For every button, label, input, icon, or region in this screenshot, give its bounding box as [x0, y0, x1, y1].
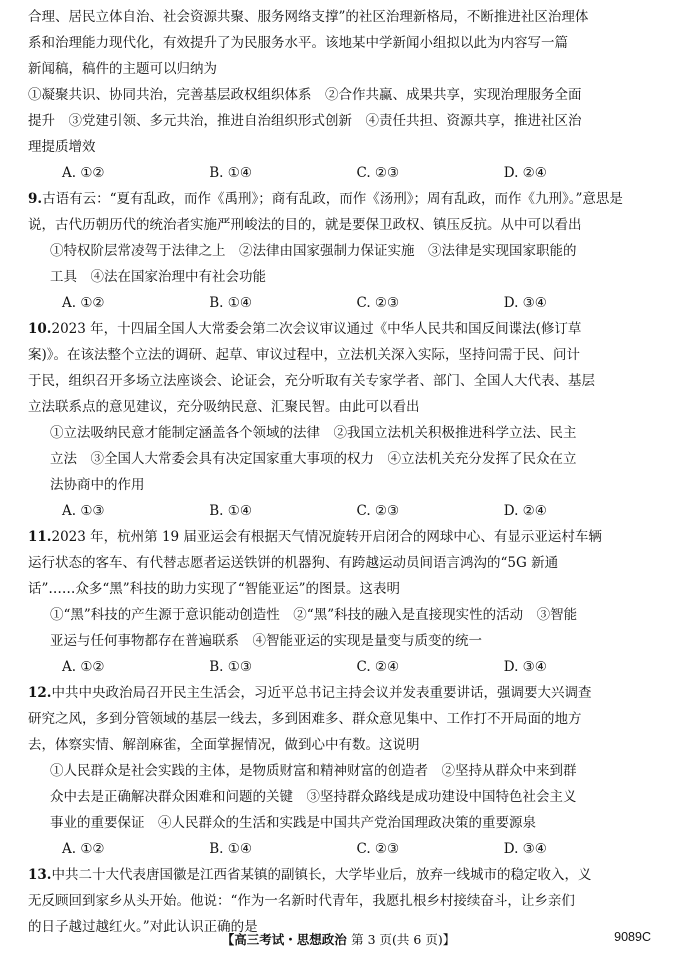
- page-footer: [0, 930, 677, 954]
- answer-option: D. ③④: [503, 659, 547, 675]
- stem-text: 中共中央政治局召开民主生活会，习近平总书记主持会议并发表重要讲话，强调要大兴调查: [51, 685, 592, 701]
- statement-line: 理提质增效: [28, 139, 96, 155]
- answer-options: [28, 836, 651, 862]
- stem-text: 中共二十大代表唐国徽是江西省某镇的副镇长，大学毕业后，放弃一线城市的稳定收入，义: [51, 867, 592, 883]
- stem-line: [28, 524, 651, 550]
- question-list: [28, 186, 651, 940]
- statement-line: 法协商中的作用: [50, 477, 145, 493]
- statement-line: ①立法吸纳民意才能制定涵盖各个领域的法律 ②我国立法机关积极推进科学立法、民主: [50, 425, 577, 441]
- question-number: 12.: [28, 685, 52, 701]
- statement-line: 事业的重要保证 ④人民群众的生活和实践是中国共产党治国理政决策的重要源泉: [50, 815, 536, 831]
- stem-text: 研究之风，多到分管领域的基层一线去，多到困难多、群众意见集中、工作打不开局面的地方: [28, 711, 582, 727]
- answer-option: B. ①③: [209, 659, 252, 675]
- statement-line: ①人民群众是社会实践的主体，是物质财富和精神财富的创造者 ②坚持从群众中来到群: [50, 763, 577, 779]
- answer-option: B. ①④: [209, 503, 252, 519]
- question-8-continuation: [28, 4, 651, 186]
- stem-text: 的日子越过越红火。”对此认识正确的是: [28, 919, 258, 935]
- answer-options: [28, 654, 651, 680]
- answer-option: A. ①②: [62, 841, 105, 857]
- statement-line: ①“黑”科技的产生源于意识能动创造性 ②“黑”科技的融入是直接现实性的活动 ③智能: [50, 607, 578, 623]
- stem-line: [28, 576, 651, 602]
- question-11: [28, 524, 651, 680]
- statement-line: ①特权阶层常凌驾于法律之上 ②法律由国家强制力保证实施 ③法律是实现国家职能的: [50, 243, 577, 259]
- answer-option: C. ②③: [356, 503, 400, 519]
- answer-option: B. ①④: [209, 841, 252, 857]
- answer-option: B. ①④: [209, 295, 252, 311]
- footer-paper-code: 9089C: [614, 930, 651, 944]
- question-number: 9.: [28, 191, 43, 207]
- stem-line: [28, 186, 651, 212]
- question-number: 10.: [28, 321, 52, 337]
- answer-option: D. ③④: [503, 295, 547, 311]
- question-10: [28, 316, 651, 524]
- stem-text: 2023 年，十四届全国人大常委会第二次会议审议通过《中华人民共和国反间谍法(修订草: [51, 321, 582, 337]
- stem-text: 立法联系点的意见建议，充分吸纳民意、汇聚民智。由此可以看出: [28, 399, 420, 415]
- stem-line: 新闻稿，稿件的主题可以归纳为: [28, 61, 217, 77]
- stem-line: [28, 342, 651, 368]
- answer-option: C. ②④: [356, 659, 400, 675]
- stem-text: 于民，组织召开多场立法座谈会、论证会，充分听取有关专家学者、部门、全国人大代表、基层: [28, 373, 595, 389]
- stem-text: 无反顾回到家乡从头开始。他说：“作为一名新时代青年，我愿扎根乡村接续奋斗，让乡亲们: [28, 893, 575, 909]
- stem-line: [28, 550, 651, 576]
- statement-line: 立法 ③全国人大常委会具有决定国家重大事项的权力 ④立法机关充分发挥了民众在立: [50, 451, 577, 467]
- stem-line: [28, 888, 651, 914]
- stem-text: 话”……众多“黑”科技的助力实现了“智能亚运”的图景。这表明: [28, 581, 401, 597]
- statement-line: 提升 ③党建引领、多元共治，推进自治组织形式创新 ④责任共担、资源共享，推进社区治: [28, 113, 582, 129]
- footer-title: [0, 930, 677, 948]
- stem-line: 系和治理能力现代化，有效提升了为民服务水平。该地某中学新闻小组拟以此为内容写一篇: [28, 35, 568, 51]
- stem-text: 2023 年，杭州第 19 届亚运会有根据天气情况旋转开启闭合的网球中心、有显示亚运村车辆: [51, 529, 602, 545]
- stem-text: 去，体察实情、解剖麻雀，全面掌握情况，做到心中有数。这说明: [28, 737, 420, 753]
- answer-option: C. ②③: [356, 165, 400, 181]
- answer-option: D. ②④: [503, 165, 547, 181]
- statement-line: 众中去是正确解决群众困难和问题的关键 ③坚持群众路线是成功建设中国特色社会主义: [50, 789, 577, 805]
- stem-line: 合理、居民立体自治、社会资源共聚、服务网络支撑”的社区治理新格局，不断推进社区治理体: [28, 9, 589, 25]
- stem-line: [28, 732, 651, 758]
- stem-text: 古语有云：“夏有乱政，而作《禹刑》；商有乱政，而作《汤刑》；周有乱政，而作《九刑》。”意思是: [42, 191, 623, 207]
- answer-option: C. ②③: [356, 295, 400, 311]
- statement-line: 亚运与任何事物都存在普遍联系 ④智能亚运的实现是量变与质变的统一: [50, 633, 482, 649]
- answer-option: C. ②③: [356, 841, 400, 857]
- footer-exam-name: 【高三考试・思想政治: [221, 932, 347, 947]
- stem-line: [28, 394, 651, 420]
- question-13: [28, 862, 651, 940]
- footer-page-number: 第 3 页(共 6 页)】: [351, 932, 456, 947]
- answer-option: D. ③④: [503, 841, 547, 857]
- answer-option: A. ①②: [62, 295, 105, 311]
- stem-line: [28, 706, 651, 732]
- stem-line: [28, 316, 651, 342]
- stem-line: [28, 212, 651, 238]
- question-number: 11.: [28, 529, 52, 545]
- stem-text: 运行状态的客车、有代替志愿者运送铁饼的机器狗、有跨越运动员间语言鸿沟的“5G 新通: [28, 555, 559, 571]
- question-12: [28, 680, 651, 862]
- statement-line: ①凝聚共识、协同共治，完善基层政权组织体系 ②合作共赢、成果共享，实现治理服务全面: [28, 87, 582, 103]
- stem-line: [28, 680, 651, 706]
- answer-option: A. ①③: [62, 503, 105, 519]
- question-number: 13.: [28, 867, 52, 883]
- answer-options: [28, 290, 651, 316]
- answer-option: A. ①②: [62, 165, 105, 181]
- answer-option: A. ①②: [62, 659, 105, 675]
- answer-option: B. ①④: [209, 165, 252, 181]
- stem-line: [28, 368, 651, 394]
- stem-text: 说，古代历朝历代的统治者实施严刑峻法的目的，就是要保卫政权、镇压反抗。从中可以看出: [28, 217, 582, 233]
- answer-options: [28, 160, 651, 186]
- question-9: [28, 186, 651, 316]
- stem-line: [28, 862, 651, 888]
- stem-text: 案)》。在该法整个立法的调研、起草、审议过程中，立法机关深入实际，坚持问需于民、问计: [28, 347, 581, 363]
- statement-line: 工具 ④法在国家治理中有社会功能: [50, 269, 266, 285]
- answer-option: D. ②④: [503, 503, 547, 519]
- answer-options: [28, 498, 651, 524]
